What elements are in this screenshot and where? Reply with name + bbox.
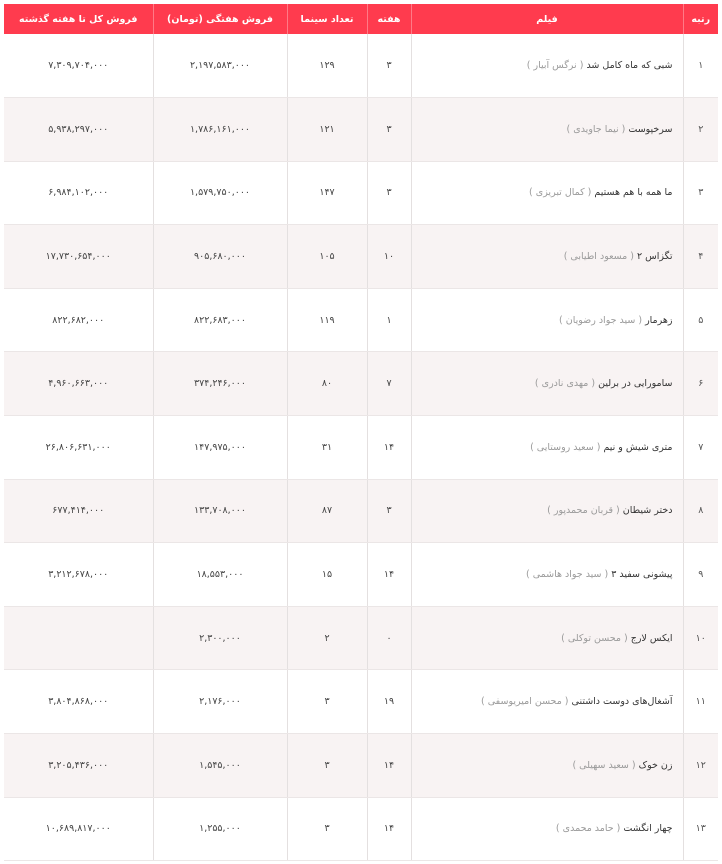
weekly-sales-cell: ۱,۵۷۹,۷۵۰,۰۰۰ <box>153 161 287 225</box>
weekly-sales-cell: ۸۲۲,۶۸۳,۰۰۰ <box>153 288 287 352</box>
rank-cell: ۱۳ <box>683 797 718 861</box>
week-cell: ۰ <box>367 606 411 670</box>
rank-cell: ۱ <box>683 34 718 98</box>
week-cell: ۳ <box>367 34 411 98</box>
film-title: سرخپوست <box>628 123 673 135</box>
cinemas-cell: ۳۱ <box>287 416 367 480</box>
week-cell: ۳ <box>367 98 411 162</box>
film-title: دختر شیطان <box>622 505 673 517</box>
table-row <box>4 225 718 289</box>
film-cell <box>411 670 683 734</box>
cinemas-cell: ۱۲۹ <box>287 34 367 98</box>
table-row <box>4 416 718 480</box>
total-sales-cell: ۱۰,۶۸۹,۸۱۷,۰۰۰ <box>4 797 153 861</box>
rank-cell: ۹ <box>683 543 718 607</box>
weekly-sales-cell: ۲,۱۷۶,۰۰۰ <box>153 670 287 734</box>
box-office-table <box>4 4 718 861</box>
total-sales-cell <box>4 606 153 670</box>
cinemas-cell: ۲ <box>287 606 367 670</box>
rank-cell: ۸ <box>683 479 718 543</box>
table-row <box>4 543 718 607</box>
week-cell: ۳ <box>367 161 411 225</box>
rank-cell: ۱۱ <box>683 670 718 734</box>
rank-cell: ۱۰ <box>683 606 718 670</box>
film-director: ( مهدی نادری ) <box>534 378 596 390</box>
film-cell <box>411 161 683 225</box>
total-sales-cell: ۸۲۲,۶۸۲,۰۰۰ <box>4 288 153 352</box>
film-director: ( مسعود اطیابی ) <box>563 251 634 263</box>
table-row <box>4 734 718 798</box>
table-row <box>4 161 718 225</box>
film-title: متری شیش و نیم <box>603 441 673 453</box>
table-row <box>4 352 718 416</box>
film-director: ( نیما جاویدی ) <box>566 123 626 135</box>
weekly-sales-cell: ۱۳۳,۷۰۸,۰۰۰ <box>153 479 287 543</box>
total-sales-cell: ۲۶,۸۰۶,۶۳۱,۰۰۰ <box>4 416 153 480</box>
table-row <box>4 797 718 861</box>
total-sales-cell: ۳,۲۰۵,۴۳۶,۰۰۰ <box>4 734 153 798</box>
week-cell: ۱۴ <box>367 734 411 798</box>
film-title: آشغال‌های دوست داشتنی <box>571 696 673 708</box>
week-cell: ۱ <box>367 288 411 352</box>
film-director: ( سعید روستایی ) <box>530 441 601 453</box>
film-title: چهار انگشت <box>623 823 673 835</box>
weekly-sales-cell: ۱۴۷,۹۷۵,۰۰۰ <box>153 416 287 480</box>
column-header-total-sales: فروش کل تا هفته گذشته <box>18 13 138 25</box>
header-row <box>4 4 718 34</box>
film-director: ( سعید سهیلی ) <box>572 759 636 771</box>
cinemas-cell: ۸۷ <box>287 479 367 543</box>
total-sales-cell: ۳,۸۰۴,۸۶۸,۰۰۰ <box>4 670 153 734</box>
column-header-rank: رتبه <box>683 4 718 34</box>
rank-cell: ۶ <box>683 352 718 416</box>
rank-cell: ۵ <box>683 288 718 352</box>
film-director: ( حامد محمدی ) <box>555 823 621 835</box>
film-director: ( قربان محمدپور ) <box>547 505 620 517</box>
film-director: ( محسن توکلی ) <box>561 632 628 644</box>
total-sales-cell: ۴,۹۶۰,۶۶۳,۰۰۰ <box>4 352 153 416</box>
weekly-sales-cell: ۳۷۴,۲۴۶,۰۰۰ <box>153 352 287 416</box>
film-cell <box>411 225 683 289</box>
film-cell <box>411 797 683 861</box>
table-row <box>4 670 718 734</box>
cinemas-cell: ۱۰۵ <box>287 225 367 289</box>
week-cell: ۱۴ <box>367 543 411 607</box>
rank-cell: ۳ <box>683 161 718 225</box>
table-row <box>4 479 718 543</box>
film-cell <box>411 288 683 352</box>
film-title: شبی که ماه کامل شد <box>586 60 673 72</box>
weekly-sales-cell: ۱,۷۸۶,۱۶۱,۰۰۰ <box>153 98 287 162</box>
film-cell <box>411 34 683 98</box>
total-sales-cell: ۱۷,۷۳۰,۶۵۴,۰۰۰ <box>4 225 153 289</box>
total-sales-cell: ۶۷۷,۴۱۴,۰۰۰ <box>4 479 153 543</box>
rank-cell: ۴ <box>683 225 718 289</box>
total-sales-cell: ۵,۹۳۸,۲۹۷,۰۰۰ <box>4 98 153 162</box>
rank-cell: ۱۲ <box>683 734 718 798</box>
week-cell: ۱۰ <box>367 225 411 289</box>
week-cell: ۱۴ <box>367 797 411 861</box>
cinemas-cell: ۸۰ <box>287 352 367 416</box>
weekly-sales-cell: ۲,۱۹۷,۵۸۳,۰۰۰ <box>153 34 287 98</box>
table-body <box>4 34 718 861</box>
table-row <box>4 98 718 162</box>
film-title: زن خوک <box>638 759 673 771</box>
film-title: زهرمار <box>645 314 673 326</box>
cinemas-cell: ۱۵ <box>287 543 367 607</box>
film-director: ( سید جواد رضویان ) <box>559 314 643 326</box>
film-cell <box>411 98 683 162</box>
film-director: ( محسن امیریوسفی ) <box>481 696 569 708</box>
cinemas-cell: ۱۲۱ <box>287 98 367 162</box>
table-row <box>4 34 718 98</box>
week-cell: ۱۴ <box>367 416 411 480</box>
film-director: ( کمال تبریزی ) <box>529 187 592 199</box>
film-cell <box>411 606 683 670</box>
film-director: ( نرگس آبیار ) <box>526 60 584 72</box>
cinemas-cell: ۳ <box>287 734 367 798</box>
column-header-week: هفته <box>367 4 411 34</box>
film-title: سامورایی در برلین <box>598 378 673 390</box>
film-title: ما همه با هم هستیم <box>594 187 673 199</box>
film-title: تگزاس ۲ <box>637 251 673 263</box>
weekly-sales-cell: ۱,۵۴۵,۰۰۰ <box>153 734 287 798</box>
weekly-sales-cell: ۱,۲۵۵,۰۰۰ <box>153 797 287 861</box>
week-cell: ۳ <box>367 479 411 543</box>
total-sales-cell: ۳,۲۱۲,۶۷۸,۰۰۰ <box>4 543 153 607</box>
film-cell <box>411 352 683 416</box>
column-header-weekly-sales: فروش هفتگی (تومان) <box>153 4 287 34</box>
cinemas-cell: ۳ <box>287 797 367 861</box>
table-row <box>4 288 718 352</box>
film-cell <box>411 543 683 607</box>
film-cell <box>411 734 683 798</box>
weekly-sales-cell: ۱۸,۵۵۳,۰۰۰ <box>153 543 287 607</box>
column-header-cinemas: تعداد سینما <box>287 4 367 34</box>
film-director: ( سید جواد هاشمی ) <box>526 569 609 581</box>
rank-cell: ۷ <box>683 416 718 480</box>
table-header <box>4 4 718 34</box>
total-sales-cell: ۷,۳۰۹,۷۰۴,۰۰۰ <box>4 34 153 98</box>
cinemas-cell: ۱۴۷ <box>287 161 367 225</box>
week-cell: ۱۹ <box>367 670 411 734</box>
weekly-sales-cell: ۹۰۵,۶۸۰,۰۰۰ <box>153 225 287 289</box>
film-cell <box>411 416 683 480</box>
cinemas-cell: ۳ <box>287 670 367 734</box>
rank-cell: ۲ <box>683 98 718 162</box>
weekly-sales-cell: ۲,۳۰۰,۰۰۰ <box>153 606 287 670</box>
table-row <box>4 606 718 670</box>
week-cell: ۷ <box>367 352 411 416</box>
film-title: پیشونی سفید ۳ <box>611 569 673 581</box>
film-title: ایکس لارج <box>630 632 673 644</box>
film-cell <box>411 479 683 543</box>
total-sales-cell: ۶,۹۸۴,۱۰۲,۰۰۰ <box>4 161 153 225</box>
column-header-film: فیلم <box>411 4 683 34</box>
cinemas-cell: ۱۱۹ <box>287 288 367 352</box>
